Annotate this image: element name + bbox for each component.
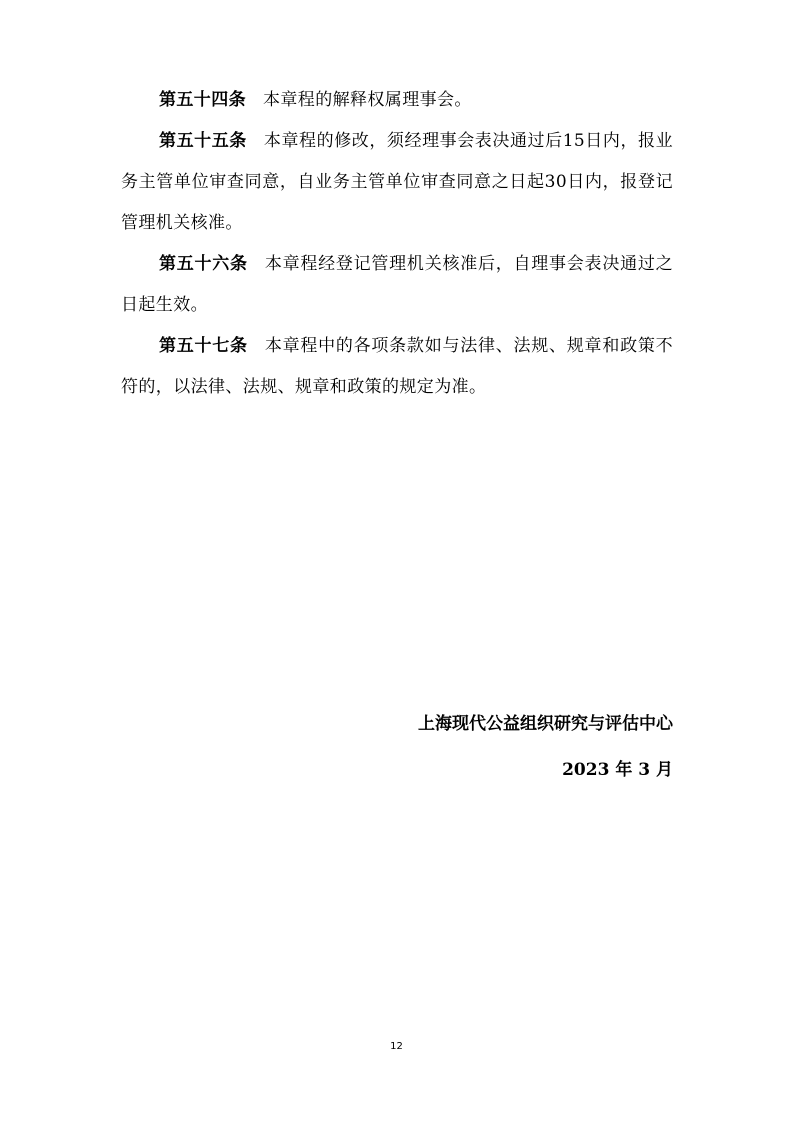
article-text: 本章程中的各项条款如与法律、法规、规章和政策不符的，以法律、法规、规章和政策的规定为准。 [121,336,674,397]
article-number: 第五十五条 [159,131,247,151]
article-54 [121,80,673,121]
signature-block [418,701,673,793]
document-body [121,80,673,408]
signature-organization: 上海现代公益组织研究与评估中心 [418,714,673,734]
page-number: 12 [390,1041,403,1052]
article-text: 本章程的修改，须经理事会表决通过后15日内，报业务主管单位审查同意，自业务主管单位审查同意之日起30日内，报登记管理机关核准。 [121,131,674,233]
article-57 [121,326,673,408]
article-number: 第五十四条 [159,90,246,110]
article-number: 第五十七条 [159,336,248,356]
signature-date: 2023 年 3 月 [562,760,673,780]
article-number: 第五十六条 [159,254,248,274]
article-55 [121,121,673,244]
article-56 [121,244,673,326]
article-text: 本章程经登记管理机关核准后，自理事会表决通过之日起生效。 [121,254,674,315]
article-text: 本章程的解释权属理事会。 [263,90,472,110]
